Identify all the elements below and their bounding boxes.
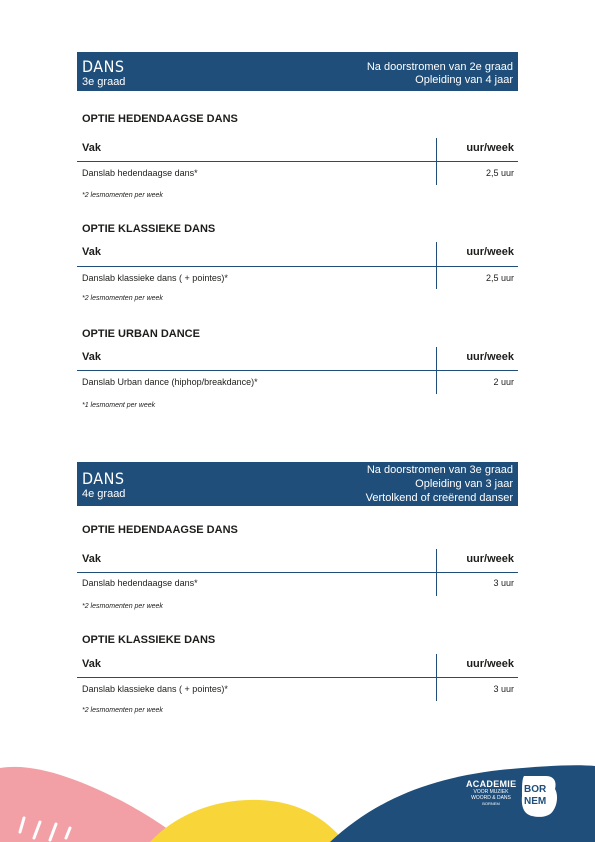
table-divider (77, 370, 518, 371)
column-header-uur: uur/week (466, 246, 514, 258)
banner-info-line: Opleiding van 3 jaar (415, 478, 513, 490)
banner-title: DANS (82, 57, 125, 76)
table-divider (77, 161, 518, 162)
section-title: OPTIE KLASSIEKE DANS (82, 223, 216, 235)
table-cell-vak: Danslab klassieke dans ( + pointes)* (82, 273, 228, 283)
pink-wave-shape (0, 767, 185, 842)
table-divider (77, 266, 518, 267)
banner-subtitle: 4e graad (82, 488, 126, 500)
academie-logo (466, 779, 516, 806)
banner-subtitle: 3e graad (82, 76, 126, 88)
column-header-vak: Vak (82, 658, 101, 670)
table-cell-uur: 2,5 uur (485, 273, 514, 283)
table-divider (77, 677, 518, 678)
table-column-divider (436, 138, 437, 185)
column-header-uur: uur/week (466, 553, 514, 565)
banner-info-line: Opleiding van 4 jaar (415, 74, 513, 86)
column-header-uur: uur/week (466, 142, 514, 154)
table-cell-vak: Danslab hedendaagse dans* (82, 578, 198, 588)
table-cell-vak: Danslab hedendaagse dans* (82, 168, 198, 178)
column-header-vak: Vak (82, 246, 101, 258)
banner-title: DANS (82, 469, 125, 488)
column-header-uur: uur/week (466, 658, 514, 670)
footnote: *2 lesmomenten per week (82, 603, 163, 610)
academie-logo-line: VOOR MUZIEK (473, 789, 509, 795)
column-header-vak: Vak (82, 351, 101, 363)
banner-info-line: Vertolkend of creërend danser (365, 492, 513, 504)
section-title: OPTIE HEDENDAAGSE DANS (82, 524, 238, 536)
banner-info-line: Na doorstromen van 3e graad (366, 464, 513, 476)
table-cell-uur: 3 uur (493, 578, 514, 588)
footnote: *1 lesmoment per week (82, 402, 156, 409)
footnote: *2 lesmomenten per week (82, 707, 163, 714)
section-title: OPTIE HEDENDAAGSE DANS (82, 113, 238, 125)
table-column-divider (436, 654, 437, 701)
table-cell-vak: Danslab klassieke dans ( + pointes)* (82, 684, 228, 694)
table-column-divider (436, 549, 437, 596)
footnote: *2 lesmomenten per week (82, 295, 163, 302)
header-banner-4e-graad (77, 462, 518, 506)
footnote: *2 lesmomenten per week (82, 192, 163, 199)
table-column-divider (436, 242, 437, 289)
yellow-wave-shape (150, 800, 345, 842)
table-column-divider (436, 347, 437, 394)
section-title: OPTIE KLASSIEKE DANS (82, 634, 216, 646)
table-cell-uur: 2,5 uur (485, 168, 514, 178)
table-divider (77, 572, 518, 573)
section-title: OPTIE URBAN DANCE (82, 328, 200, 340)
academie-logo-line: ACADEMIE (466, 779, 517, 789)
column-header-vak: Vak (82, 553, 101, 565)
banner-info-line: Na doorstromen van 2e graad (366, 61, 513, 73)
bornem-logo-text: BOR (524, 784, 547, 795)
table-cell-uur: 2 uur (493, 377, 514, 387)
academie-logo-line: WOORD & DANS (471, 795, 511, 801)
table-cell-uur: 3 uur (493, 684, 514, 694)
column-header-uur: uur/week (466, 351, 514, 363)
column-header-vak: Vak (82, 142, 101, 154)
header-banner-3e-graad (77, 52, 518, 91)
table-cell-vak: Danslab Urban dance (hiphop/breakdance)* (82, 377, 258, 387)
bornem-logo-text: NEM (524, 796, 547, 807)
bornem-logo (520, 774, 558, 818)
academie-logo-line: BORNEM (482, 801, 500, 806)
